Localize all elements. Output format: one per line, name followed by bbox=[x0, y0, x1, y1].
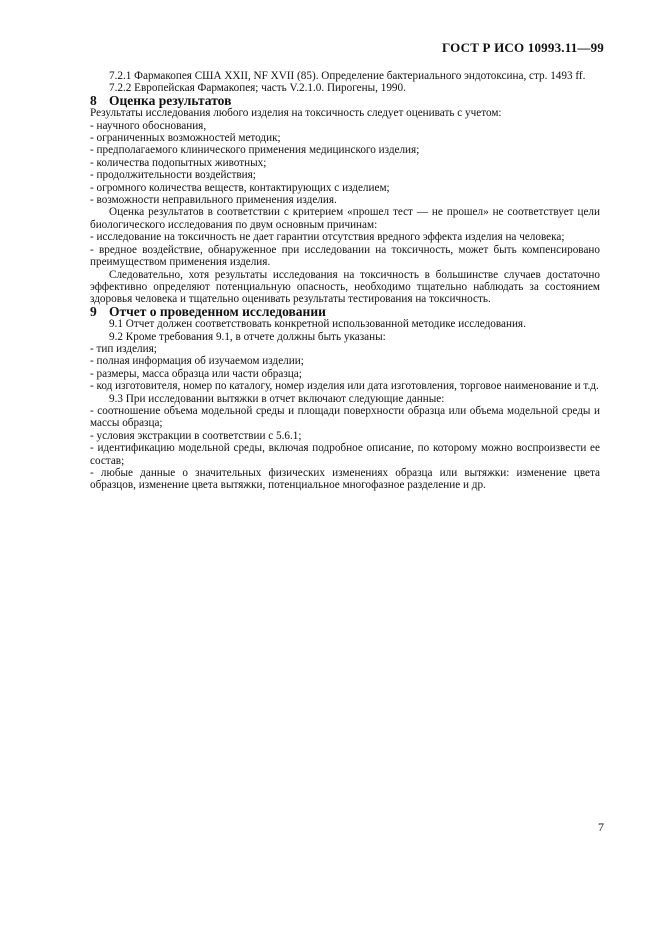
section-9-number: 9 bbox=[90, 303, 97, 319]
list-item: - огромного количества веществ, контактирующих с изделием; bbox=[90, 181, 390, 194]
list-item: - соотношение объема модельной среды и площади поверхности образца или объема модельной среды и массы образца; bbox=[90, 404, 600, 430]
clause-9-3: 9.3 При исследовании вытяжки в отчет включают следующие данные: bbox=[109, 392, 445, 405]
list-item: - размеры, масса образца или части образца; bbox=[90, 367, 302, 380]
section-9-heading bbox=[90, 303, 600, 319]
section-9-title: Отчет о проведенном исследовании bbox=[109, 303, 326, 319]
list-item: - продолжительности воздействия; bbox=[90, 169, 256, 182]
reference-7-2-1: 7.2.1 Фармакопея США XXII, NF XVII (85). Определение бактериального эндотоксина, стр. 1493 ff. bbox=[109, 70, 586, 82]
list-item: - научного обоснования, bbox=[90, 119, 207, 132]
reference-7-2-2: 7.2.2 Европейская Фармакопея; часть V.2.1.0. Пирогены, 1990. bbox=[109, 82, 406, 95]
document-header: ГОСТ Р ИСО 10993.11—99 bbox=[441, 40, 604, 55]
list-item: - код изготовителя, номер по каталогу, номер изделия или дата изготовления, торговое наименование и т.д. bbox=[90, 380, 599, 393]
page-number: 7 bbox=[598, 820, 604, 834]
list-item: - предполагаемого клинического применения медицинского изделия; bbox=[90, 144, 420, 157]
list-item: - идентификацию модельной среды, включая подробное описание, по которому можно воспроизвести ее состав; bbox=[90, 442, 600, 467]
section-8-number: 8 bbox=[90, 92, 97, 108]
clause-9-1: 9.1 Отчет должен соответствовать конкретной использованной методике исследования. bbox=[109, 318, 526, 331]
list-item: - количества подопытных животных; bbox=[90, 156, 267, 169]
section-8-paragraph-2: Оценка результатов в соответствии с критерием «прошел тест — не прошел» не соответствует цели биологического исследования по двум основным причинам: bbox=[90, 206, 600, 231]
clause-9-2: 9.2 Кроме требования 9.1, в отчете должны быть указаны: bbox=[109, 330, 386, 343]
section-8-title: Оценка результатов bbox=[109, 92, 232, 108]
list-item: - полная информация об изучаемом изделии; bbox=[90, 355, 304, 368]
section-8-conclusion: Следовательно, хотя результаты исследования на токсичность в большинстве случаев достаточно эффективно определяют потенциальную опасность, необходимо тщательно наблюдать за состоянием здоровья человека и тщательно оценивать результаты тестирования на токсичность. bbox=[90, 268, 600, 306]
list-item: - возможности неправильного применения изделия. bbox=[90, 194, 337, 207]
list-item: - условия экстракции в соответствии с 5.6.1; bbox=[90, 429, 302, 442]
list-item: - ограниченных возможностей методик; bbox=[90, 132, 281, 145]
list-item: - тип изделия; bbox=[90, 342, 157, 355]
section-8-heading bbox=[90, 92, 600, 108]
section-8-intro: Результаты исследования любого изделия на токсичность следует оценивать с учетом: bbox=[90, 107, 502, 120]
document-body bbox=[90, 70, 600, 492]
list-item: - любые данные о значительных физических изменениях образца или вытяжки: изменение цвета образцов, изменение цвета вытяжки, потенциальное многофазное разделение и др. bbox=[90, 467, 600, 492]
list-item: - вредное воздействие, обнаруженное при исследовании на токсичность, может быть компенсировано преимуществом применения изделия. bbox=[90, 243, 600, 269]
list-item: - исследование на токсичность не дает гарантии отсутствия вредного эффекта изделия на человека; bbox=[90, 231, 565, 244]
